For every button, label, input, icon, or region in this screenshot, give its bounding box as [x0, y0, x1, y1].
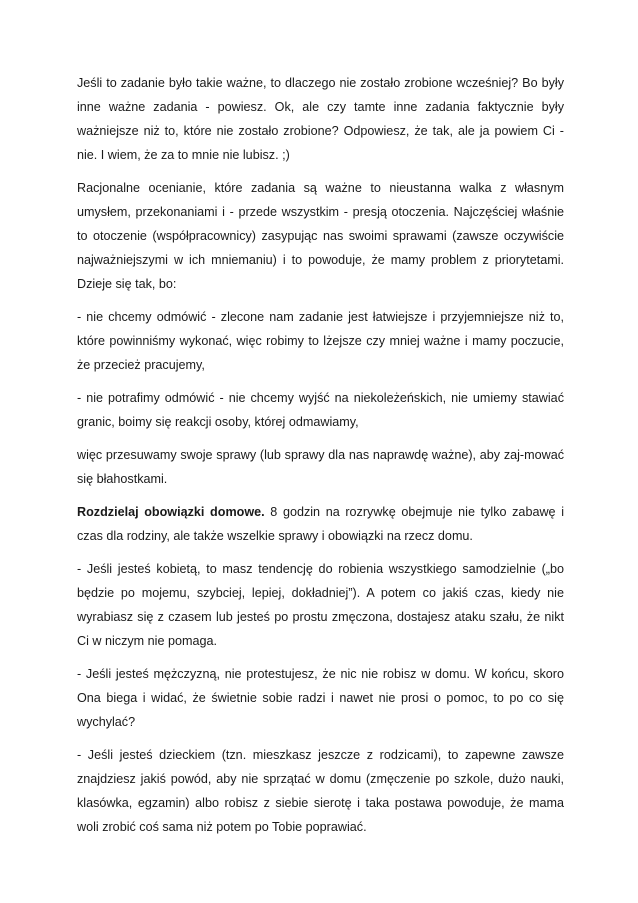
section-heading: Rozdzielaj obowiązki domowe.: [77, 505, 265, 519]
paragraph-rational-assessment: Racjonalne ocenianie, które zadania są ważne to nieustanna walka z własnym umysłem, przekonaniami i - przede wszystkim - presją otoczenia. Najczęściej właśnie to otoczenie (współpracownicy) zasypując nas swoimi sprawami (zawsze oczywiście najważniejszymi w ich mniemaniu) i to powoduje, że mamy problem z priorytetami. Dzieje się tak, bo:: [77, 181, 564, 291]
paragraph-household-duties-text: 8 godzin na rozrywkę obejmuje nie tylko zabawę i czas dla rodziny, ale także wszelkie sprawy i obowiązki na rzecz domu.: [77, 505, 564, 543]
paragraph-woman: - Jeśli jesteś kobietą, to masz tendencję do robienia wszystkiego samodzielnie („bo będzie po mojemu, szybciej, lepiej, dokładniej”). A potem co jakiś czas, kiedy nie wyrabiasz się z czasem lub jesteś po prostu zmęczona, dostajesz ataku szału, że nikt Ci w niczym nie pomaga.: [77, 562, 564, 648]
paragraph-trivialities: więc przesuwamy swoje sprawy (lub sprawy dla nas naprawdę ważne), aby zaj-mować się błahostkami.: [77, 448, 564, 486]
paragraph-cannot-refuse-able: - nie potrafimy odmówić - nie chcemy wyjść na niekoleżeńskich, nie umiemy stawiać granic, boimy się reakcji osoby, której odmawiamy,: [77, 391, 564, 429]
paragraph-intro-question: Jeśli to zadanie było takie ważne, to dlaczego nie zostało zrobione wcześniej? Bo były inne ważne zadania - powiesz. Ok, ale czy tamte inne zadania faktycznie były ważniejsze niż to, które nie zostało zrobione? Odpowiesz, że tak, ale ja powiem Ci - nie. I wiem, że za to mnie nie lubisz. ;): [77, 76, 564, 162]
paragraph-man: - Jeśli jesteś mężczyzną, nie protestujesz, że nic nie robisz w domu. W końcu, skoro Ona biega i widać, że świetnie sobie radzi i nawet nie prosi o pomoc, to po co się wychylać?: [77, 667, 564, 729]
paragraph-cannot-refuse-want: - nie chcemy odmówić - zlecone nam zadanie jest łatwiejsze i przyjemniejsze niż to, które powinniśmy wykonać, więc robimy to lżejsze czy mniej ważne i mamy poczucie, że przecież pracujemy,: [77, 310, 564, 372]
document-body: [77, 71, 564, 848]
paragraph-child: - Jeśli jesteś dzieckiem (tzn. mieszkasz jeszcze z rodzicami), to zapewne zawsze znajdziesz jakiś powód, aby nie sprzątać w domu (zmęczenie po szkole, dużo nauki, klasówka, egzamin) albo robisz z siebie sierotę i taka postawa powoduje, że mama woli zrobić coś sama niż potem po Tobie poprawiać.: [77, 748, 564, 834]
paragraph-household-duties: [77, 500, 564, 548]
